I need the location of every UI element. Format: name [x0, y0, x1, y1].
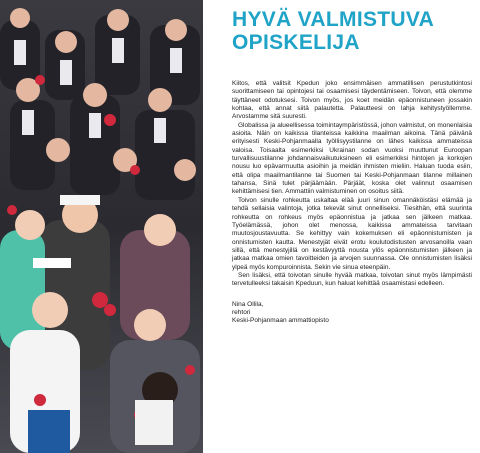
- paragraph: Globalissa ja alueellisessa toimintaympäristössä, johon valmistut, on monenlaisia asioita. Näin on kaikissa tilanteissa kaikkina maailman aikoina. Tänä päivänä erityisesti Keski-Pohjanmaalla työllisyystilanne on lähes kaikissa ammateissa valoisa. Toisaalta esimerkiksi Ukrainan sodan vuoksi muuttunut Euroopan turvallisuustilanne johdannaisvaikutuksineen eli esimerkiksi hintojen ja korkojen nousu luo epävarmuutta asioihin ja meidän ihmisten mieliin. Haluan tuoda esiin, että olipa maailmantilanne tai Suomen tai Keski-Pohjanmaan tilanne millainen tahansa, Sinä tulet pärjäämään. Pärjäät, koska olet valinnut osaamisen kehittämisesi tien. Ammattiin valmistuminen on osoitus siitä.: [232, 121, 472, 196]
- letter-column: [232, 8, 472, 448]
- signature-name: Nina Ollila,: [232, 300, 264, 308]
- title-line-2: OPISKELIJA: [232, 31, 360, 54]
- signature: [232, 301, 472, 326]
- graduation-photo: [0, 0, 203, 453]
- letter-body: [232, 80, 472, 289]
- page-title: [232, 8, 472, 54]
- signature-organization: Keski-Pohjanmaan ammattiopisto: [232, 317, 329, 325]
- graduation-crowd-photo-icon: [0, 0, 203, 453]
- paragraph: Sen lisäksi, että toivotan sinulle hyvää matkaa, toivotan sinut myös lämpimästi tervetulleeksi takaisin Kpeduun, kun haluat kehittää osaamistasi edelleen.: [232, 271, 472, 288]
- paragraph: Toivon sinulle rohkeutta uskaltaa elää juuri sinun omannäköistäsi elämää ja tehdä sellaisia valintoja, jotka tekevät sinut onnelliseksi. Tiesithän, että suurinta rohkeutta on rohkeus myös epäonnistua ja jatkaa sen jälkeen matkaa. Työelämässä, johon olet menossa, kaikissa ammateissa tarvitaan muutosjoustavuutta. Se kehittyy vain kokemuksen eli epäonnistumisten ja onnistumisten kautta. Menestyjät eivät erotu koulutodistusten arvosanoilla vaan sillä, että menestyjillä on kestävyyttä nousta ylös epäonnistumisten jälkeen ja jatkaa matkaa omien tavoitteiden ja arvojen suunnassa. Ole onnistumisten lisäksi ylpeä myös kompuroinnista. Sekin vie sinua eteenpäin.: [232, 196, 472, 271]
- signature-role: rehtori: [232, 309, 251, 316]
- paragraph: Kiitos, että valitsit Kpedun joko ensimmäisen ammatillisen perustutkintosi suorittamiseen tai opintojesi tai osaamisesi täydentämiseen. Toivon, että olemme täyttäneet odotuksesi. Toivon myös, jos koet meidän epäonnistuneen jossakin kohtaa, että annat siitä palautetta. Palautteesi on lahja kehitystyöllemme. Arvostamme sitä suuresti.: [232, 80, 472, 121]
- title-line-1: HYVÄ VALMISTUVA: [232, 8, 435, 31]
